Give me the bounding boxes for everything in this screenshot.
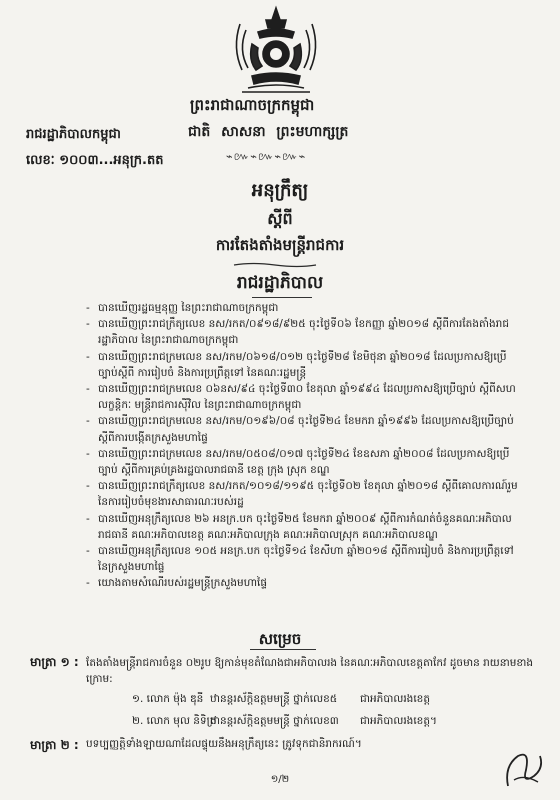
national-motto: ជាតិ សាសនា ព្រះមហាក្សត្រ	[188, 124, 349, 140]
document-type-title: អនុក្រឹត្យ	[251, 180, 309, 201]
heading-underline	[252, 297, 312, 298]
appointee-name: ២. លោក មុល និទិត្រ	[132, 715, 217, 727]
handwritten-signature	[500, 746, 548, 792]
ornamental-divider: ⌁៚⌁៚⌁៚⌁	[226, 150, 307, 163]
title-flourish-divider	[232, 262, 318, 268]
document-number: លេខៈ ១០០៣...អនុក្រ.តត	[26, 153, 164, 168]
visa-item: - បានឃើញព្រះរាជក្រមលេខ នស/រកម/០៥០៨/០១៧ ចុះថ្ងៃទី២៤ ខែឧសភា ឆ្នាំ២០០៨ ដែលប្រកាសឱ្យប្រើច្បាប់ ស្តីពីការគ្រប់គ្រងរដ្ឋបាលរាជធានី ខេត្ត ក្រុង ស្រុក ខណ្ឌ	[86, 446, 526, 478]
page-number: ១/២	[270, 774, 290, 785]
article-2-text: បទប្បញ្ញត្តិទាំងឡាយណាដែលផ្ទុយនឹងអនុក្រឹត្យនេះ ត្រូវទុកជានិរាករណ៍។	[86, 738, 362, 750]
visa-item: - បានឃើញព្រះរាជក្រមលេខ នស/រកម/០១៩៦/០៨ ចុះថ្ងៃទី២៤ ខែមករា ឆ្នាំ១៩៩៦ ដែលប្រកាសឱ្យប្រើច្បាប់ ស្តីពីការបង្កើតក្រសួងមហាផ្ទៃ	[86, 413, 526, 445]
kingdom-heading: ព្រះរាជាណាចក្រកម្ពុជា	[190, 96, 315, 114]
appointee-row	[132, 693, 462, 709]
visa-item: - បានឃើញព្រះរាជក្រឹត្យលេខ នស/រកត/១០១៨/១១៩៥ ចុះថ្ងៃទី០២ ខែតុលា ឆ្នាំ២០១៨ ស្តីពីគោលការណ៍រួម នៃការរៀបចំមុខងារសាធារណៈរបស់រដ្ឋ	[86, 478, 526, 510]
visa-item: - បានឃើញរដ្ឋធម្មនុញ្ញ នៃព្រះរាជាណាចក្រកម្ពុជា	[86, 300, 526, 316]
subject-title: ការតែងតាំងមន្ត្រីរាជការ	[215, 236, 345, 254]
visa-list	[86, 300, 526, 592]
issuing-authority: រាជរដ្ឋាភិបាលកម្ពុជា	[26, 127, 121, 142]
appointee-rank: ឋានន្តរស័ក្តិឧត្តមមន្ត្រី ថ្នាក់លេខ៣	[210, 715, 339, 727]
visa-item: - បានឃើញព្រះរាជក្រឹត្យលេខ នស/រកត/០៩១៨/៩២៥ ចុះថ្ងៃទី០៦ ខែកញ្ញា ឆ្នាំ២០១៨ ស្តីពីការតែងតាំងរាជរដ្ឋាភិបាល នៃព្រះរាជាណាចក្រកម្ពុជា	[86, 316, 526, 348]
visa-item: - បានឃើញអនុក្រឹត្យលេខ ២៦ អនក្រ.បក ចុះថ្ងៃទី២៥ ខែមករា ឆ្នាំ២០០៩ ស្តីពីការកំណត់ចំនួនគណៈអភិបាលរាជធានី គណៈអភិបាលខេត្ត គណៈអភិបាលក្រុង គណៈអភិបាលស្រុក គណៈអភិបាលខណ្ឌ	[86, 511, 526, 543]
appointee-role: ជាអភិបាលរងខេត្ត។	[360, 715, 437, 727]
royal-government-heading: រាជរដ្ឋាភិបាល	[236, 273, 324, 293]
visa-item: - បានឃើញអនុក្រឹត្យលេខ ១០៥ អនក្រ.បក ចុះថ្ងៃទី១៤ ខែសីហា ឆ្នាំ២០១៨ ស្តីពីការរៀបចំ និងការប្រព្រឹត្តទៅ នៃក្រសួងមហាផ្ទៃ	[86, 543, 526, 575]
appointee-name: ១. លោក ម៉ុង ឌុនី	[132, 693, 204, 705]
visa-item: - បានឃើញព្រះរាជក្រមលេខ ០៦នស/៩៤ ចុះថ្ងៃទី៣០ ខែតុលា ឆ្នាំ១៩៩៤ ដែលប្រកាសឱ្យប្រើច្បាប់ ស្តីពីសហលក្ខន្តិកៈ មន្ត្រីរាជការស៊ីវិល នៃព្រះរាជាណាចក្រកម្ពុជា	[86, 381, 526, 413]
appointee-role: ជាអភិបាលរងខេត្ត	[360, 693, 430, 705]
article-1-label: មាត្រា ១ :	[30, 655, 79, 669]
visa-item: - បានឃើញព្រះរាជក្រមលេខ នស/រកម/០៦១៨/០១២ ចុះថ្ងៃទី២៨ ខែមិថុនា ឆ្នាំ២០១៨ ដែលប្រកាសឱ្យប្រើច្បាប់ស្តីពី ការរៀបចំ និងការប្រព្រឹត្តទៅ នៃគណៈរដ្ឋមន្ត្រី	[86, 349, 526, 381]
about-label: ស្តីពី	[267, 209, 293, 228]
visa-item: - យោងតាមសំណើរបស់រដ្ឋមន្ត្រីក្រសួងមហាផ្ទៃ	[86, 575, 526, 591]
decision-heading: សម្រេច	[258, 630, 302, 648]
appointee-row	[132, 715, 462, 731]
appointee-rank: ឋានន្តរស័ក្តិឧត្តមមន្ត្រី ថ្នាក់លេខ៥	[210, 693, 338, 705]
royal-coat-of-arms-emblem	[222, 4, 330, 96]
article-1-text: តែងតាំងមន្ត្រីរាជការចំនួន ០២រូប ឱ្យកាន់មុខតំណែងជាអភិបាលរង នៃគណៈអភិបាលខេត្តតាកែវ ដូចមាន រាយនាមខាងក្រោម:	[86, 657, 534, 685]
article-2-label: មាត្រា ២ :	[30, 738, 79, 752]
decision-underline	[250, 649, 316, 650]
